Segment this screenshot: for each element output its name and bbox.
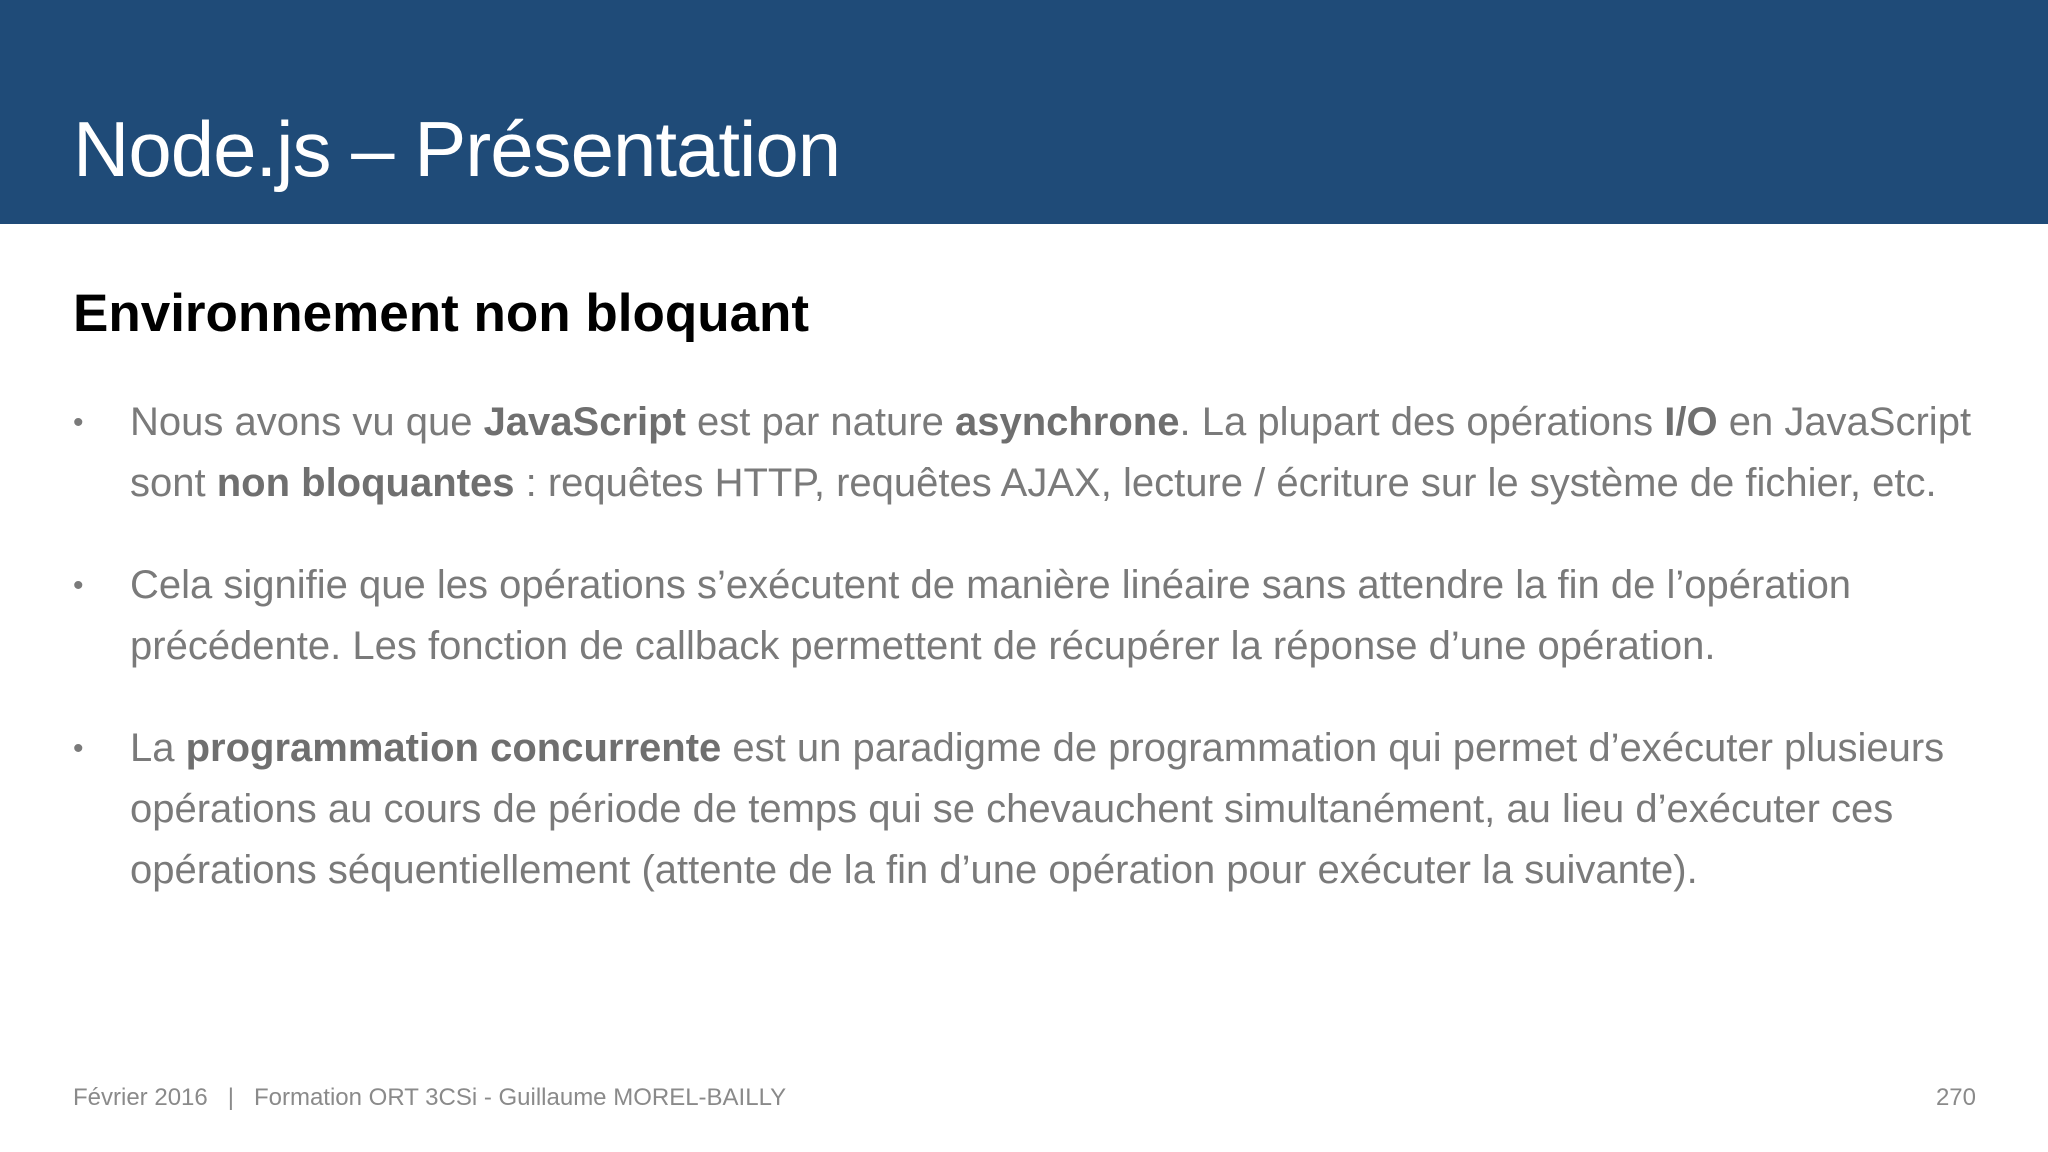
bullet-item — [73, 392, 1973, 514]
bullet-dot-icon: • — [73, 732, 84, 765]
bullet-bold-text: programmation concurrente — [185, 726, 722, 770]
slide-title: Node.js – Présentation — [73, 105, 841, 193]
bullet-bold-text: non bloquantes — [216, 461, 515, 505]
bullet-text: Nous avons vu que — [130, 400, 484, 444]
bullet-bold-text: I/O — [1664, 400, 1718, 444]
bullet-text: La — [130, 726, 186, 770]
footer-date: Février 2016 — [73, 1084, 208, 1111]
bullet-item — [73, 718, 1973, 901]
bullet-text: en JavaScript sont — [130, 400, 1972, 505]
footer-author: Formation ORT 3CSi - Guillaume MOREL-BAILLY — [253, 1084, 787, 1111]
bullet-list — [73, 392, 1973, 942]
bullet-dot-icon: • — [73, 569, 84, 602]
bullet-dot-icon: • — [73, 406, 84, 439]
footer-separator: | — [227, 1084, 234, 1111]
bullet-bold-text: asynchrone — [954, 400, 1180, 444]
bullet-text: est un paradigme de programmation qui permet d’exécuter plusieurs opérations au cours de période de temps qui se chevauchent simultanément, au lieu d’exécuter ces opérations séquentiellement (attente de la fin d’une opération pour exécuter la suivante). — [130, 726, 1945, 892]
slide-footer — [73, 1084, 786, 1112]
bullet-text: . La plupart des opérations — [1179, 400, 1665, 444]
page-number: 270 — [1935, 1084, 1976, 1111]
slide-header-bar — [0, 0, 2048, 224]
slide-subtitle: Environnement non bloquant — [73, 284, 810, 343]
bullet-text: est par nature — [685, 400, 955, 444]
bullet-text: Cela signifie que les opérations s’exécutent de manière linéaire sans attendre la fin de l’opération précédente. Les fonction de callback permettent de récupérer la réponse d’une opération. — [130, 563, 1852, 668]
bullet-text: : requêtes HTTP, requêtes AJAX, lecture / écriture sur le système de fichier, etc. — [514, 461, 1937, 505]
bullet-bold-text: JavaScript — [483, 400, 686, 444]
bullet-item — [73, 555, 1973, 677]
